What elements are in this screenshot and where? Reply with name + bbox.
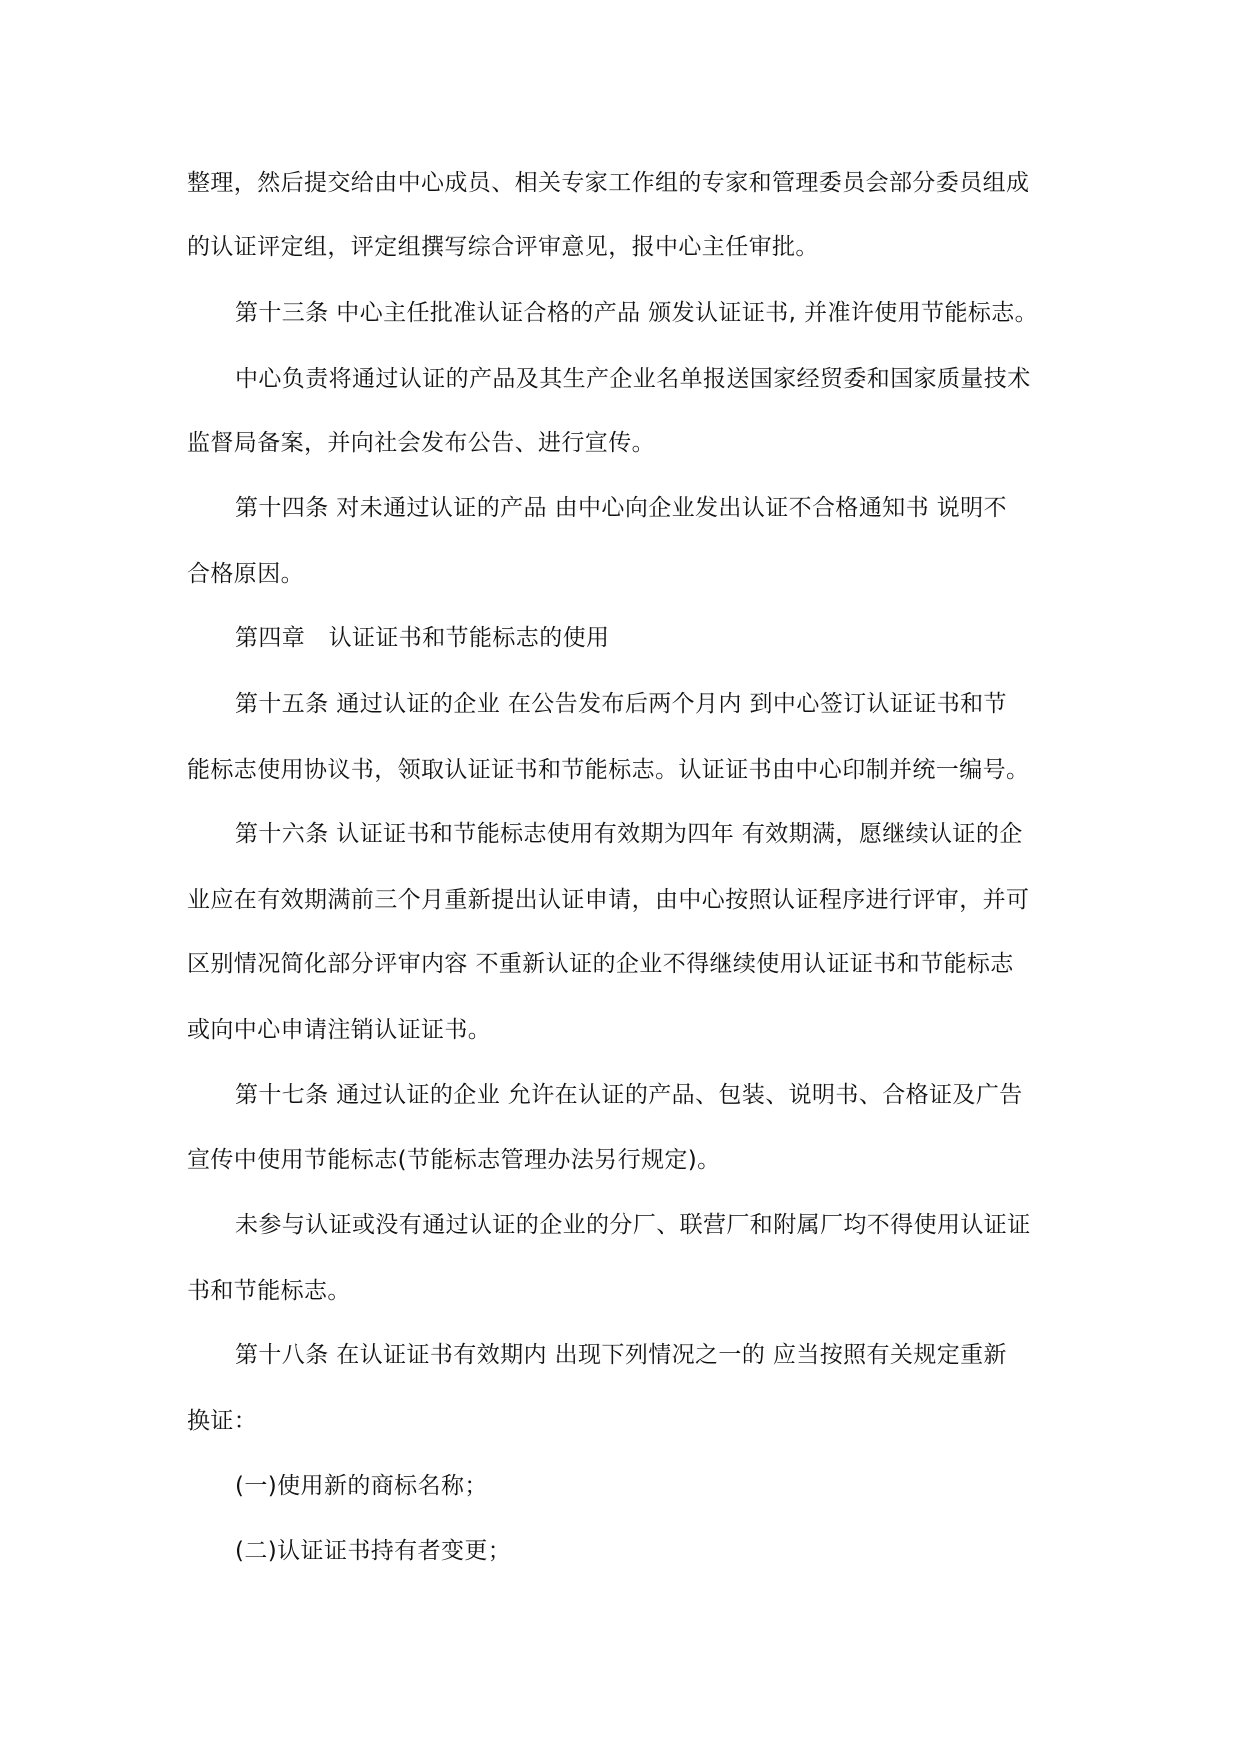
text-line: 或向中心申请注销认证证书。 [187, 1017, 492, 1043]
article-18-line: 第十八条 在认证证书有效期内 出现下列情况之一的 应当按照有关规定重新 [235, 1342, 1007, 1368]
text-line: 监督局备案，并向社会发布公告、进行宣传。 [187, 430, 655, 456]
article-16-line: 第十六条 认证证书和节能标志使用有效期为四年 有效期满，愿继续认证的企 [235, 821, 1023, 847]
text-line: 区别情况简化部分评审内容 不重新认证的企业不得继续使用认证证书和节能标志 [187, 951, 1014, 977]
text-line: 宣传中使用节能标志(节能标志管理办法另行规定)。 [187, 1147, 721, 1173]
article-13-line: 第十三条 中心主任批准认证合格的产品 颁发认证证书, 并准许使用节能标志。 [235, 300, 1039, 326]
text-line: 的认证评定组，评定组撰写综合评审意见，报中心主任审批。 [187, 234, 819, 260]
article-14-line: 第十四条 对未通过认证的产品 由中心向企业发出认证不合格通知书 说明不 [235, 495, 1007, 521]
text-line: 中心负责将通过认证的产品及其生产企业名单报送国家经贸委和国家质量技术 [235, 366, 1031, 392]
text-line: 能标志使用协议书，领取认证证书和节能标志。认证证书由中心印制并统一编号。 [187, 757, 1030, 783]
text-line: 合格原因。 [187, 561, 304, 587]
list-item: (一)使用新的商标名称； [235, 1473, 488, 1499]
article-15-line: 第十五条 通过认证的企业 在公告发布后两个月内 到中心签订认证证书和节 [235, 691, 1007, 717]
list-item: (二)认证证书持有者变更； [235, 1538, 512, 1564]
article-17-line: 第十七条 通过认证的企业 允许在认证的产品、包装、说明书、合格证及广告 [235, 1082, 1023, 1108]
chapter-4-heading: 第四章 认证证书和节能标志的使用 [235, 625, 610, 651]
text-line: 书和节能标志。 [187, 1278, 351, 1304]
text-line: 业应在有效期满前三个月重新提出认证申请，由中心按照认证程序进行评审，并可 [187, 887, 1030, 913]
text-line: 未参与认证或没有通过认证的企业的分厂、联营厂和附属厂均不得使用认证证 [235, 1212, 1031, 1238]
text-line: 整理，然后提交给由中心成员、相关专家工作组的专家和管理委员会部分委员组成 [187, 170, 1030, 196]
text-line: 换证： [187, 1408, 258, 1434]
